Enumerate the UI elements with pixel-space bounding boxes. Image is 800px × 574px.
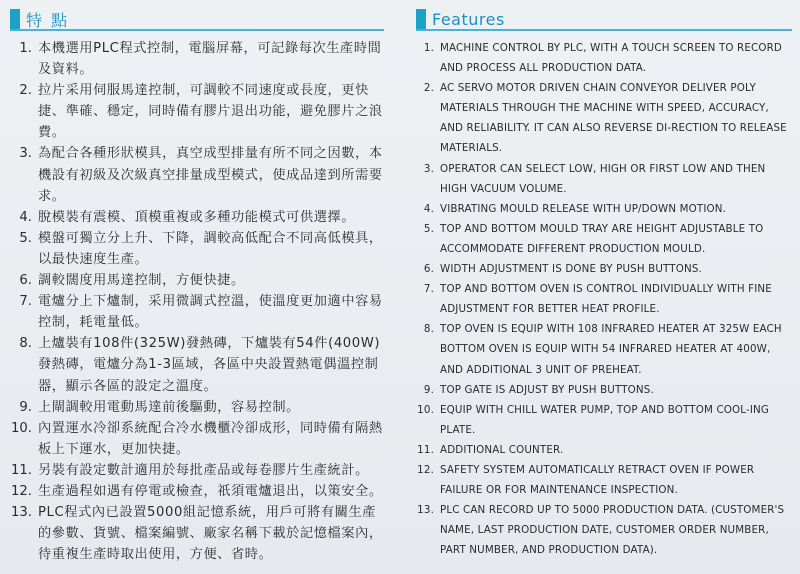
header-rule (10, 29, 384, 31)
feature-text: TOP AND BOTTOM MOULD TRAY ARE HEIGHT ADJUSTABLE TO ACCOMMODATE DIFFERENT PRODUCTION MOULD. (440, 222, 764, 255)
feature-item (2, 418, 386, 460)
feature-number: 3. (19, 146, 32, 162)
feature-text: MACHINE CONTROL BY PLC, WITH A TOUCH SCREEN TO RECORD AND PROCESS ALL PRODUCTION DATA. (440, 42, 782, 75)
feature-item (2, 38, 386, 80)
english-header-tab (416, 8, 505, 30)
feature-number: 11. (11, 462, 32, 478)
feature-item (2, 481, 386, 502)
feature-text: TOP OVEN IS EQUIP WITH 108 INFRARED HEATER AT 325W EACH BOTTOM OVEN IS EQUIP WITH 54 INFRARED HEATER AT 400W, AND ADDITIONAL 3 UNIT OF PREHEAT. (440, 323, 782, 376)
feature-item (408, 400, 792, 440)
feature-item (2, 207, 386, 228)
feature-text: PLC CAN RECORD UP TO 5000 PRODUCTION DATA. (CUSTOMER'S NAME, LAST PRODUCTION DATE, CUSTOMER ORDER NUMBER, PART NUMBER, AND PRODUCTION DATA). (440, 504, 785, 557)
feature-item (2, 143, 386, 206)
feature-text: 調較闊度用馬達控制，方便快捷。 (38, 273, 245, 289)
feature-text: 拉片采用伺服馬達控制，可調較不同速度或長度，更快捷、準確、穩定，同時備有膠片退出功能，避免膠片之浪費。 (38, 83, 383, 141)
feature-item (408, 440, 792, 460)
feature-number: 2. (19, 83, 32, 99)
feature-number: 7. (19, 294, 32, 310)
feature-item (408, 159, 792, 199)
chinese-features-column (0, 0, 398, 574)
feature-number: 1. (423, 42, 434, 54)
feature-number: 6. (19, 273, 32, 289)
english-features-column (408, 0, 800, 574)
feature-text: 脫模裝有震模、頂模重複或多種功能模式可供選擇。 (38, 209, 356, 225)
header-rule (416, 29, 792, 31)
feature-number: 12. (417, 463, 434, 476)
feature-text: 生產過程如遇有停電或檢查，祇須電爐退出，以策安全。 (38, 483, 383, 499)
feature-number: 9. (19, 399, 32, 415)
feature-number: 5. (423, 222, 434, 235)
feature-text: VIBRATING MOULD RELEASE WITH UP/DOWN MOTION. (440, 202, 727, 215)
feature-item (2, 397, 386, 418)
feature-text: EQUIP WITH CHILL WATER PUMP, TOP AND BOTTOM COOL-ING PLATE. (440, 403, 770, 436)
feature-item (2, 270, 386, 291)
feature-text: AC SERVO MOTOR DRIVEN CHAIN CONVEYOR DELIVER POLY MATERIALS THROUGH THE MACHINE WITH SPEED, ACCURACY, AND RELIABILITY. IT CAN ALSO REVERSE DI-RECTION TO RELEASE MATERIALS. (440, 82, 787, 155)
feature-item (408, 500, 792, 560)
english-feature-list (408, 38, 792, 560)
feature-text: 電爐分上下爐制，采用微調式控溫，使溫度更加適中容易控制，耗電量低。 (38, 294, 383, 331)
feature-item (408, 319, 792, 379)
feature-text: TOP GATE IS ADJUST BY PUSH BUTTONS. (440, 383, 654, 396)
feature-number: 13. (11, 505, 32, 521)
english-header (408, 8, 800, 30)
chinese-feature-list (2, 38, 386, 565)
feature-text: 上爐裝有108件(325W)發熱磚，下爐裝有54件(400W)發熱磚，電爐分為1-3區域，各區中央設置熱電偶溫控制器，顯示各區的設定之溫度。 (38, 336, 381, 394)
feature-number: 4. (423, 202, 434, 215)
feature-item (2, 460, 386, 481)
feature-number: 6. (423, 263, 434, 276)
feature-number: 12. (11, 483, 32, 499)
accent-block (416, 9, 426, 29)
feature-number: 3. (423, 162, 434, 175)
feature-number: 2. (423, 82, 434, 95)
feature-item (408, 38, 792, 78)
feature-item (408, 219, 792, 259)
feature-number: 8. (423, 323, 434, 336)
feature-number: 5. (19, 230, 32, 246)
feature-text: 另裝有設定數計適用於每批產品或每卷膠片生產統計。 (38, 462, 369, 478)
feature-text: TOP AND BOTTOM OVEN IS CONTROL INDIVIDUALLY WITH FINE ADJUSTMENT FOR BETTER HEAT PROFILE. (440, 283, 772, 316)
chinese-header (0, 8, 398, 30)
feature-item (408, 460, 792, 500)
feature-item (2, 80, 386, 143)
feature-text: 內置運水冷卻系統配合冷水機櫃冷卻成形，同時備有隔熱板上下運水，更加快捷。 (38, 420, 383, 457)
feature-item (408, 78, 792, 158)
feature-number: 10. (11, 420, 32, 436)
feature-number: 7. (423, 283, 434, 296)
accent-block (10, 9, 20, 29)
feature-number: 10. (417, 403, 434, 416)
feature-item (408, 259, 792, 279)
feature-number: 8. (19, 336, 32, 352)
feature-text: 模盤可獨立分上升、下降，調較高低配合不同高低模具，以最快速度生產。 (38, 230, 383, 267)
feature-text: OPERATOR CAN SELECT LOW, HIGH OR FIRST LOW AND THEN HIGH VACUUM VOLUME. (440, 162, 766, 195)
feature-item (408, 380, 792, 400)
feature-number: 4. (19, 209, 32, 225)
feature-text: 上閘調較用電動馬達前後驅動，容易控制。 (38, 399, 300, 415)
feature-text: 為配合各種形狀模具，真空成型排量有所不同之因數，本機設有初級及次級真空排量成型模式，使成品達到所需要求。 (38, 146, 383, 204)
feature-number: 13. (417, 504, 434, 517)
feature-item (408, 279, 792, 319)
feature-item (408, 199, 792, 219)
feature-text: PLC程式內已設置5000組記憶系統，用戶可將有關生產的參數、貨號、檔案編號、廠家名稱下載於記憶檔案內，待重複生產時取出使用，方便、省時。 (38, 505, 383, 563)
feature-item (2, 502, 386, 565)
chinese-title: 特 點 (26, 10, 70, 30)
chinese-header-tab (10, 8, 69, 30)
feature-text: 本機選用PLC程式控制，電腦屏幕，可記錄每次生產時間及資料。 (38, 41, 382, 78)
feature-number: 9. (423, 383, 434, 396)
feature-number: 1. (19, 41, 32, 56)
feature-item (2, 228, 386, 270)
feature-item (2, 291, 386, 333)
feature-item (2, 333, 386, 396)
feature-text: ADDITIONAL COUNTER. (440, 443, 564, 456)
feature-number: 11. (417, 443, 434, 456)
feature-text: WIDTH ADJUSTMENT IS DONE BY PUSH BUTTONS. (440, 263, 702, 276)
english-title: Features (432, 9, 505, 29)
feature-text: SAFETY SYSTEM AUTOMATICALLY RETRACT OVEN IF POWER FAILURE OR FOR MAINTENANCE INSPECTION. (440, 463, 755, 497)
